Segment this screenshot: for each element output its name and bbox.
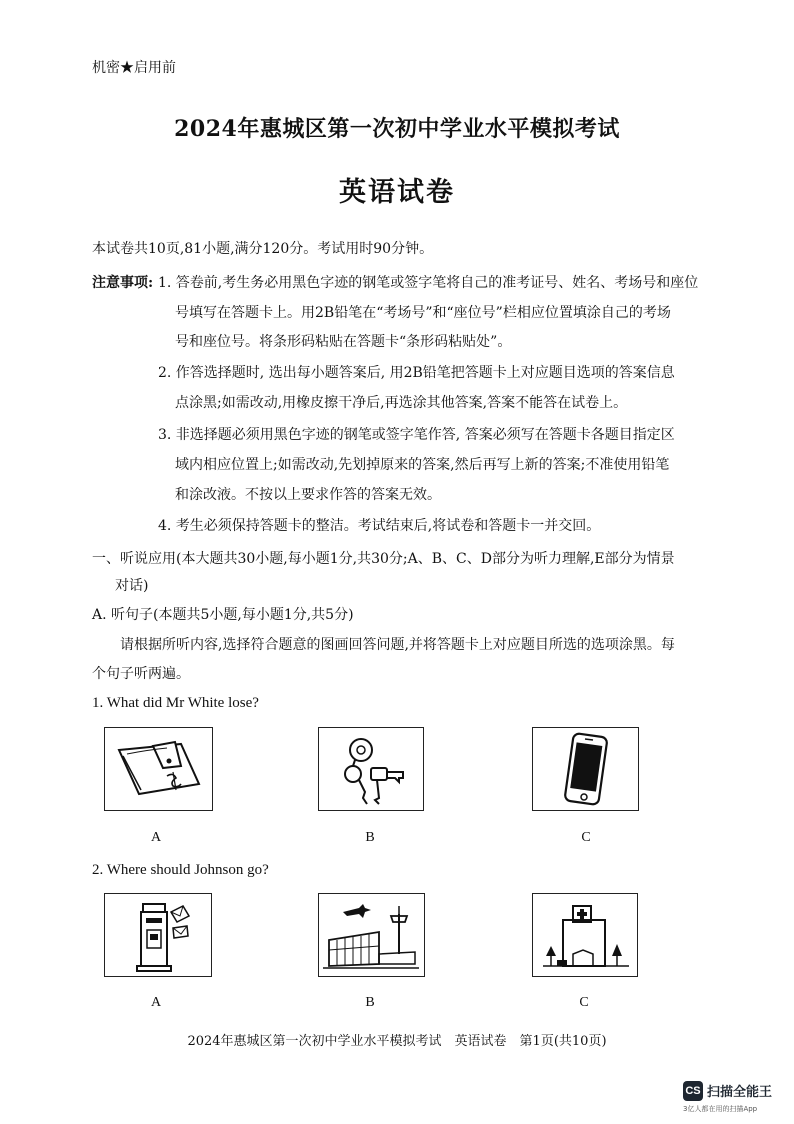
- option-1b-picture: [318, 727, 424, 811]
- camscanner-logo-icon: CS: [683, 1081, 703, 1101]
- notice-item-4-line-1: 4. 考生必须保持答题卡的整洁。考试结束后,将试卷和答题卡一并交回。: [158, 518, 601, 534]
- notice-item-3-line-1: 3. 非选择题必须用黑色字迹的钢笔或签字笔作答, 答案必须写在答题卡各题目指定区: [158, 427, 675, 443]
- phone-icon: [533, 728, 638, 810]
- notice-item-2-line-1: 2. 作答选择题时, 选出每小题答案后, 用2B铅笔把答题卡上对应题目选项的答案信息: [158, 365, 675, 381]
- notice-item-3-line-2: 域内相应位置上;如需改动,先划掉原来的答案,然后再写上新的答案;不准使用铅笔: [175, 457, 670, 473]
- keys-icon: [319, 728, 423, 810]
- option-1a-letter[interactable]: A: [150, 830, 162, 845]
- notice-item-3-line-3: 和涂改液。不按以上要求作答的答案无效。: [175, 487, 441, 503]
- notice-item-1-line-3: 号和座位号。将条形码粘贴在答题卡“条形码粘贴处”。: [175, 334, 512, 350]
- watermark-slogan: 3亿人都在用的扫描App: [683, 1105, 758, 1113]
- option-1c-picture: [532, 727, 639, 811]
- hospital-icon: [533, 894, 637, 976]
- question-2: 2. Where should Johnson go?: [92, 862, 269, 878]
- watermark-brand: 扫描全能王: [707, 1085, 773, 1100]
- exam-title: 2024年惠城区第一次初中学业水平模拟考试: [174, 116, 620, 142]
- option-2a-picture: [104, 893, 212, 977]
- option-2c-letter[interactable]: C: [579, 995, 589, 1010]
- option-2b-picture: [318, 893, 425, 977]
- confidential-mark: 机密★启用前: [92, 60, 176, 76]
- option-1c-letter[interactable]: C: [581, 830, 591, 845]
- option-2a-letter[interactable]: A: [150, 995, 162, 1010]
- option-1b-letter[interactable]: B: [365, 830, 375, 845]
- post-box-icon: [105, 894, 211, 976]
- notice-item-1-line-1: 1. 答卷前,考生务必用黑色字迹的钢笔或签字笔将自己的准考证号、姓名、考场号和座位: [158, 275, 699, 291]
- part-a-title: A. 听句子(本题共5小题,每小题1分,共5分): [92, 607, 354, 623]
- question-1: 1. What did Mr White lose?: [92, 695, 259, 711]
- notice-item-2-line-2: 点涂黑;如需改动,用橡皮擦干净后,再选涂其他答案,答案不能答在试卷上。: [175, 395, 628, 411]
- notice-label: 注意事项:: [92, 275, 154, 291]
- section-1-heading-cont: 对话): [115, 578, 149, 594]
- option-1a-picture: [104, 727, 213, 811]
- paper-subject: 英语试卷: [339, 177, 455, 208]
- option-2c-picture: [532, 893, 638, 977]
- section-1-heading: 一、听说应用(本大题共30小题,每小题1分,共30分;A、B、C、D部分为听力理解,E部分为情景: [92, 551, 675, 567]
- page-footer: 2024年惠城区第一次初中学业水平模拟考试 英语试卷 第1页(共10页): [187, 1034, 607, 1049]
- part-a-instruction: 请根据所听内容,选择符合题意的图画回答问题,并将答题卡上对应题目所选的选项涂黑。每: [120, 637, 675, 653]
- option-2b-letter[interactable]: B: [365, 995, 375, 1010]
- airport-icon: [319, 894, 424, 976]
- scanner-watermark: [683, 1080, 772, 1101]
- notice-item-1-line-2: 号填写在答题卡上。用2B铅笔在“考场号”和“座位号”栏相应位置填涂自己的考场: [175, 305, 671, 321]
- part-a-instruction-cont: 个句子听两遍。: [92, 666, 190, 682]
- wallet-icon: [105, 728, 212, 810]
- paper-intro: 本试卷共10页,81小题,满分120分。考试用时90分钟。: [92, 241, 434, 257]
